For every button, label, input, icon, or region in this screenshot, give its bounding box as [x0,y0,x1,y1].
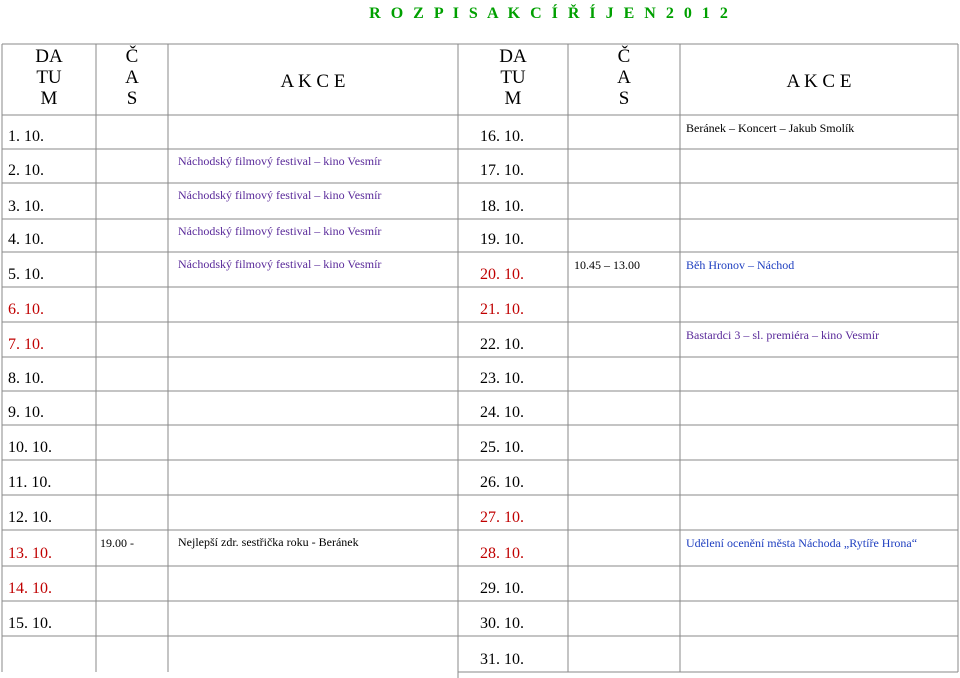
date-cell: 23. 10. [480,370,524,387]
header-cas-left: Č A S [125,46,139,109]
date-cell: 8. 10. [8,370,44,387]
header-cas-right: Č A S [617,46,631,109]
event-cell: Nejlepší zdr. sestřička roku - Beránek [178,535,359,549]
header-akce-right: A K C E [786,71,852,92]
date-cell: 15. 10. [8,615,52,632]
event-cell: Běh Hronov – Náchod [686,258,795,272]
date-cell: 31. 10. [480,651,524,668]
event-cell: Náchodský filmový festival – kino Vesmír [178,188,382,202]
time-cell: 19.00 - [100,536,134,550]
event-cell: Náchodský filmový festival – kino Vesmír [178,224,382,238]
date-cell: 2. 10. [8,162,44,179]
date-cell: 24. 10. [480,404,524,421]
date-cell: 9. 10. [8,404,44,421]
date-cell: 11. 10. [8,474,52,491]
event-cell: Náchodský filmový festival – kino Vesmír [178,154,382,168]
date-cell: 1. 10. [8,128,44,145]
date-cell: 26. 10. [480,474,524,491]
event-cell: Náchodský filmový festival – kino Vesmír [178,257,382,271]
date-cell: 29. 10. [480,580,524,597]
date-cell: 17. 10. [480,162,524,179]
date-cell: 27. 10. [480,509,524,526]
date-cell: 12. 10. [8,509,52,526]
date-cell: 14. 10. [8,580,52,597]
date-cell: 21. 10. [480,301,524,318]
date-cell: 22. 10. [480,336,524,353]
header-datum-left: DA TU M [35,46,63,109]
header-datum-right: DA TU M [499,46,527,109]
header-akce-left: A K C E [280,71,346,92]
date-cell: 25. 10. [480,439,524,456]
date-cell: 13. 10. [8,545,52,562]
event-cell: Udělení ocenění města Náchoda „Rytíře Hrona“ [686,536,918,550]
event-cell: Beránek – Koncert – Jakub Smolík [686,121,855,135]
date-cell: 18. 10. [480,198,524,215]
date-cell: 10. 10. [8,439,52,456]
date-cell: 19. 10. [480,231,524,248]
date-cell: 3. 10. [8,198,44,215]
date-cell: 28. 10. [480,545,524,562]
page-title: R O Z P I S A K C Í Ř Í J E N 2 0 1 2 [369,5,731,22]
date-cell: 4. 10. [8,231,44,248]
date-cell: 16. 10. [480,128,524,145]
date-cell: 5. 10. [8,266,44,283]
date-cell: 7. 10. [8,336,44,353]
date-cell: 30. 10. [480,615,524,632]
date-cell: 6. 10. [8,301,44,318]
date-cell: 20. 10. [480,266,524,283]
event-cell: Bastardci 3 – sl. premiéra – kino Vesmír [686,328,880,342]
time-cell: 10.45 – 13.00 [574,258,640,272]
